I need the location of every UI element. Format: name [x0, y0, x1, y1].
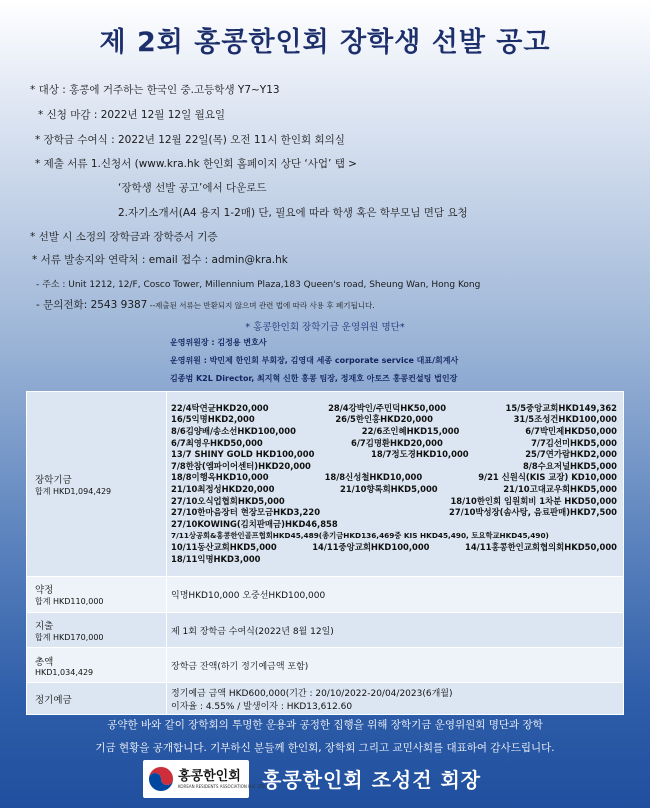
documents-line-1: * 제출 서류 1.신청서 (www.kra.hk 한인회 홈페이지 상단 ‘사업’ 탭 >	[35, 158, 357, 170]
donations-label-cell	[27, 392, 167, 577]
donation-row: 21/10최정성HKD20,000 21/10향록회HKD5,000 21/10고대교우회HKD5,000	[171, 484, 617, 494]
phone-number: - 문의전화: 2543 9387	[36, 299, 148, 311]
balance-row	[27, 648, 624, 683]
address-line: - 주소 : Unit 1212, 12/F, Cosco Tower, Millennium Plaza,183 Queen's road, Sheung Wan, Hong Kong	[36, 280, 481, 290]
expense-label-cell	[27, 613, 167, 648]
pledge-content: 익명HKD10,000 오중선HKD100,000	[167, 577, 624, 613]
donation-row: 13/7 SHINY GOLD HKD100,000 18/7정도경HKD10,000 25/7연가람HKD2,000	[171, 449, 617, 460]
logo-name: 홍콩한인회	[178, 769, 241, 784]
closing-statement	[0, 714, 650, 760]
balance-total: HKD1,034,429	[35, 667, 94, 677]
association-logo	[143, 760, 266, 798]
contact-line: * 서류 발송지와 연락처 : email 접수 : admin@kra.hk	[32, 254, 288, 266]
donation-row: 22/4탁연균HKD20,000 28/4강박인/주민덕HK50,000 15/5중앙교회HKD149,362	[171, 402, 617, 413]
taegeuk-icon	[147, 765, 175, 793]
donations-list	[167, 392, 624, 577]
fund-table	[26, 391, 624, 715]
phone-note: --제출된 서류는 반환되지 않으며 관련 법에 따라 사용 후 폐기됩니다.	[147, 301, 375, 310]
deposit-content	[167, 683, 624, 715]
committee-members-2: 김종범 K2L Director, 최지혁 신한 홍콩 팀장, 정재호 아토즈 홍콩컨설팅 법인장	[170, 374, 458, 383]
president-signature: 홍콩한인회 조성건 회장	[262, 768, 482, 792]
balance-label: 총액	[35, 656, 54, 668]
donations-row	[27, 392, 624, 577]
balance-label-cell	[27, 648, 167, 683]
donation-row: 6/7최영우HKD50,000 6/7김명환HKD20,000 7/7김선미HKD5,000	[171, 437, 617, 448]
award-line: * 선발 시 소정의 장학금과 장학증서 기증	[30, 231, 218, 243]
page-title: 제 2회 홍콩한인회 장학생 선발 공고	[99, 27, 551, 58]
expense-content: 제 1회 장학금 수여식(2022년 8월 12일)	[167, 613, 624, 648]
logo-subtitle: KOREAN RESIDENTS ASSOCIATION H.K. LTD.	[178, 784, 266, 789]
phone-line	[36, 297, 375, 312]
expense-row	[27, 613, 624, 648]
donation-row: 18/11익명HKD3,000	[171, 553, 261, 564]
closing-line-2: 기금 현황을 공개합니다. 기부하신 분들께 한인회, 장학회 그리고 교민사회를 대표하여 감사드립니다.	[95, 742, 555, 754]
logo-text	[178, 769, 266, 789]
deposit-interest: 이자율 : 4.55% / 발생이자 : HKD13,612.60	[171, 701, 353, 712]
deposit-label: 정기예금	[27, 683, 167, 715]
committee-chair: 운영위원장 : 김정용 변호사	[170, 338, 267, 347]
pledge-row	[27, 577, 624, 613]
committee-members: 운영위원 : 박민제 한인회 부회장, 김영대 세종 corporate service 대표/회계사	[170, 356, 459, 365]
documents-line-2: 2.자기소개서(A4 용지 1-2매) 단, 필요에 따라 학생 혹은 학부모님 면담 요청	[118, 207, 468, 219]
expense-label: 지출	[35, 620, 54, 632]
pledge-label: 약정	[35, 585, 54, 596]
closing-line-1: 공약한 바와 같이 장학회의 투명한 운용과 공정한 집행을 위해 장학기금 운영위원회 명단과 장학	[107, 719, 543, 731]
ceremony-line: * 장학금 수여식 : 2022년 12월 22일(목) 오전 11시 한인회 회의실	[35, 134, 345, 146]
donation-row: 18/8이행옥HKD10,000 18/8신성철HKD10,000 9/21 신원식(KIS 교장) KD10,000	[171, 472, 617, 483]
donation-row: 27/10KOWING(김치판매금)HKD46,858	[171, 518, 338, 529]
donation-row: 7/11상공회&홍콩한인골프협회HKD45,489(총기금HKD136,469중 KIS HKD45,490, 토요학교HKD45,490)	[171, 531, 549, 541]
donation-row: 10/11동산교회HKD5,000 14/11중앙교회HKD100,000 14/11홍콩한인교회협의회HKD50,000	[171, 541, 617, 552]
balance-content: 장학금 잔액(하기 정기예금액 포함)	[167, 648, 624, 683]
committee-title: * 홍콩한인회 장학기금 운영위원 명단*	[245, 322, 405, 333]
donation-row: 27/10오식업협회HKD5,000 18/10한인회 임원회비 1차분 HKD50,000	[171, 495, 617, 506]
target-line: * 대상 : 홍콩에 거주하는 한국인 중.고등학생 Y7~Y13	[30, 84, 280, 96]
deadline-line: * 신청 마감 : 2022년 12월 12일 월요일	[38, 109, 226, 121]
donation-row: 8/6김양배/송소선HKD100,000 22/6조인혜HKD15,000 6/7박민제HKD50,000	[171, 426, 617, 437]
deposit-amount: 정기예금 금액 HKD600,000(기간 : 20/10/2022-20/04/2023(6개월)	[171, 688, 453, 699]
documents-line-1b: ‘장학생 선발 공고’에서 다운로드	[118, 182, 267, 194]
donation-row: 16/5익명HKD2,000 26/5한인홍HKD20,000 31/5조성건HKD100,000	[171, 414, 617, 425]
pledge-label-cell	[27, 577, 167, 613]
donations-label: 장학기금	[35, 474, 72, 486]
donation-row: 27/10한마음장터 현장모금HKD3,220 27/10박성장(솜사탕, 음료판매)HKD7,500	[171, 507, 617, 518]
deposit-row	[27, 683, 624, 715]
donations-total: 합계 HKD1,094,429	[35, 486, 112, 496]
expense-total: 합계 HKD170,000	[35, 632, 104, 642]
pledge-total: 합계 HKD110,000	[35, 597, 104, 606]
donation-row: 7/8한참(엠파이어센터)HKD20,000 8/8수요저널HKD5,000	[171, 460, 617, 471]
